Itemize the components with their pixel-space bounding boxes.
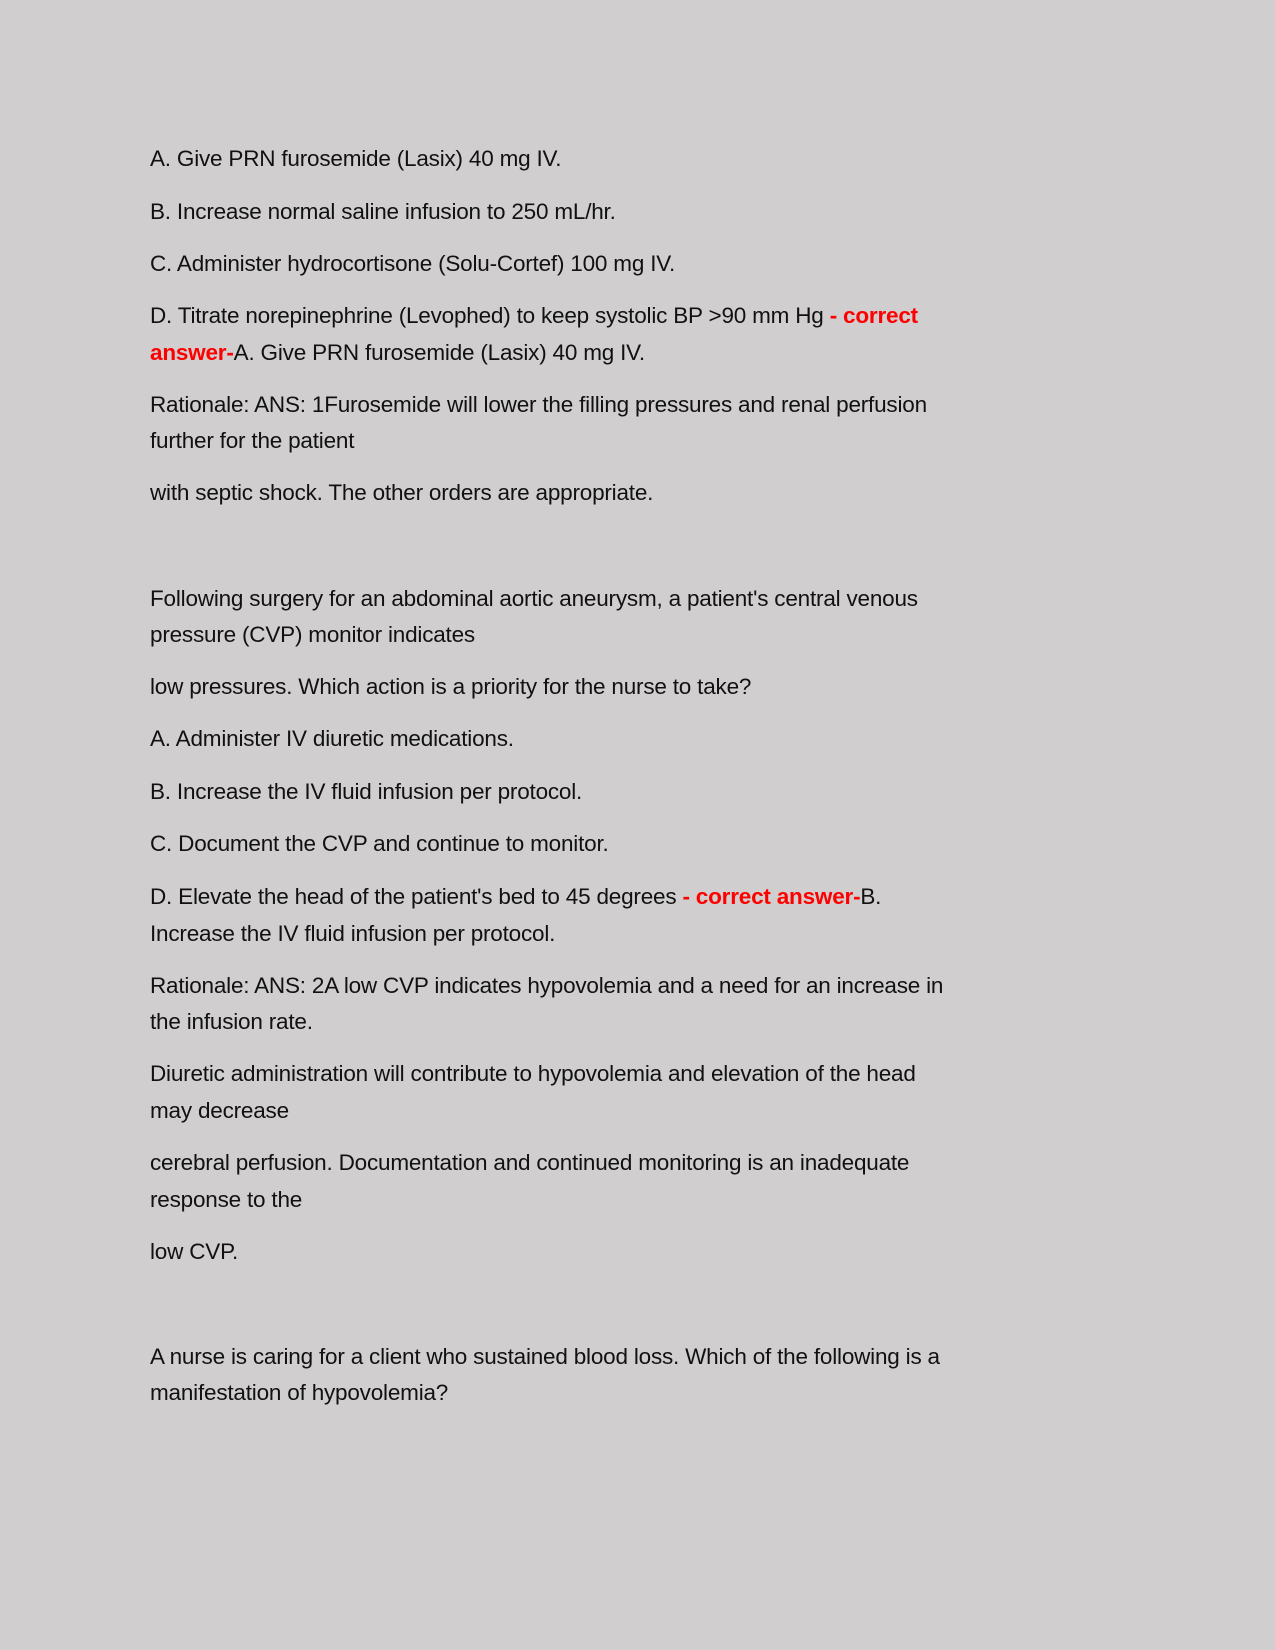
text-segment: B. Increase normal saline infusion to 250 mL/hr. <box>150 199 616 224</box>
text-segment: Diuretic administration will contribute to hypovolemia and elevation of the head <box>150 1061 916 1086</box>
text-line <box>150 1148 909 1178</box>
text-line <box>150 1342 940 1372</box>
text-line <box>150 620 475 650</box>
text-line <box>150 478 653 508</box>
text-segment: A. Give PRN furosemide (Lasix) 40 mg IV. <box>150 146 562 171</box>
text-line <box>150 1059 916 1089</box>
text-line <box>150 1237 238 1267</box>
text-line <box>150 777 582 807</box>
text-segment: Increase the IV fluid infusion per protocol. <box>150 921 556 946</box>
text-line <box>150 672 751 702</box>
text-line <box>150 144 561 174</box>
text-segment: D. Titrate norepinephrine (Levophed) to keep systolic BP >90 mm Hg <box>150 303 830 328</box>
correct-answer-label: - correct answer- <box>682 884 861 909</box>
text-line <box>150 724 514 754</box>
text-segment: B. Increase the IV fluid infusion per protocol. <box>150 779 583 804</box>
text-segment: further for the patient <box>150 428 355 453</box>
text-line <box>150 1378 448 1408</box>
text-line <box>150 197 616 227</box>
text-line <box>150 1096 289 1126</box>
text-line <box>150 426 354 456</box>
text-line <box>150 1185 302 1215</box>
text-segment: A. Give PRN furosemide (Lasix) 40 mg IV. <box>233 340 645 365</box>
text-line <box>150 971 943 1001</box>
text-segment: low CVP. <box>150 1239 239 1264</box>
correct-answer-label: - correct <box>829 303 918 328</box>
text-segment: Rationale: ANS: 1Furosemide will lower the filling pressures and renal perfusion <box>150 392 927 417</box>
text-line <box>150 919 555 949</box>
text-line <box>150 882 881 912</box>
text-segment: manifestation of hypovolemia? <box>150 1380 449 1405</box>
text-segment: response to the <box>150 1187 303 1212</box>
text-segment: Following surgery for an abdominal aortic aneurysm, a patient's central venous <box>150 586 918 611</box>
text-segment: cerebral perfusion. Documentation and continued monitoring is an inadequate <box>150 1150 910 1175</box>
text-segment: D. Elevate the head of the patient's bed to 45 degrees <box>150 884 683 909</box>
text-segment: C. Administer hydrocortisone (Solu-Cortef) 100 mg IV. <box>150 251 676 276</box>
text-segment: pressure (CVP) monitor indicates <box>150 622 475 647</box>
text-segment: A. Administer IV diuretic medications. <box>150 726 514 751</box>
text-segment: may decrease <box>150 1098 289 1123</box>
text-segment: B. <box>860 884 882 909</box>
text-segment: with septic shock. The other orders are appropriate. <box>150 480 654 505</box>
text-line <box>150 829 609 859</box>
correct-answer-label: answer- <box>150 340 234 365</box>
text-line <box>150 584 918 614</box>
text-line <box>150 390 927 420</box>
text-segment: the infusion rate. <box>150 1009 313 1034</box>
text-line <box>150 249 675 279</box>
text-line <box>150 301 918 331</box>
text-segment: low pressures. Which action is a priority for the nurse to take? <box>150 674 752 699</box>
text-segment: A nurse is caring for a client who sustained blood loss. Which of the following is a <box>150 1344 940 1369</box>
text-line <box>150 1007 313 1037</box>
text-segment: C. Document the CVP and continue to monitor. <box>150 831 609 856</box>
text-line <box>150 338 645 368</box>
text-segment: Rationale: ANS: 2A low CVP indicates hypovolemia and a need for an increase in <box>150 973 944 998</box>
